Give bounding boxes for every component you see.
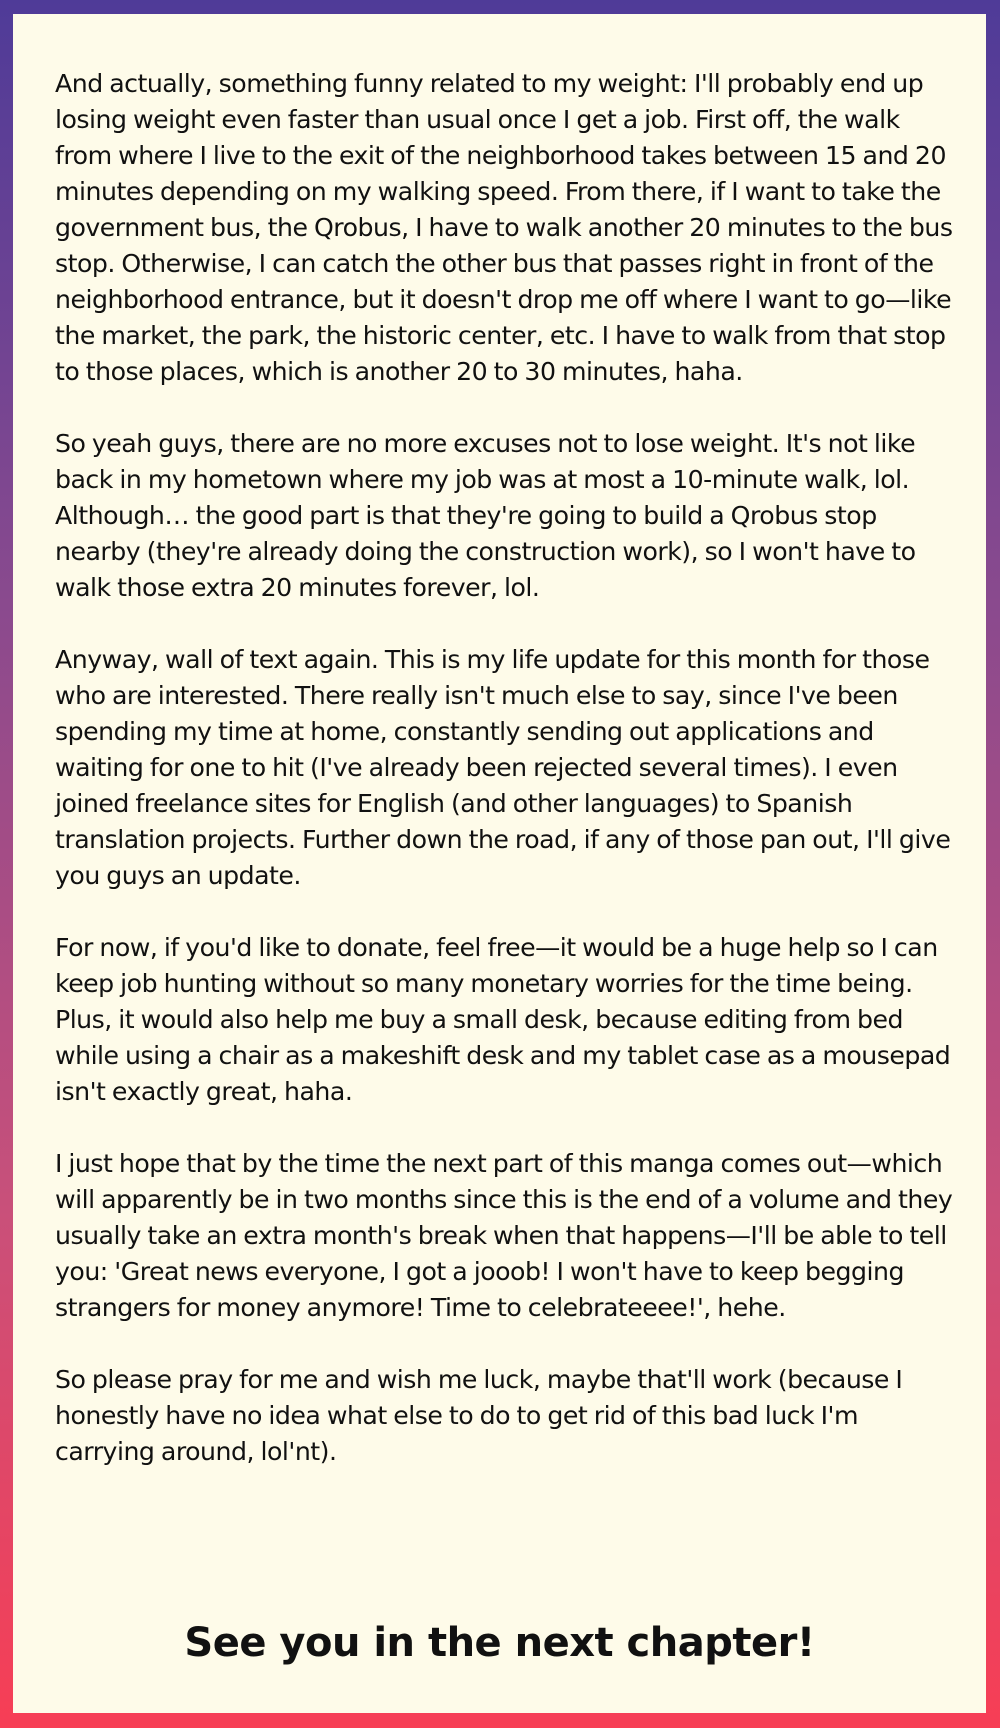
paragraph-donate: For now, if you'd like to donate, feel free—it would be a huge help so I can keep job hunting without so many monetary worries for the time being. Plus, it would also help me buy a small desk, because editing from bed while using a chair as a makeshift desk and my tablet case as a mousepad isn't exactly great, haha. — [55, 933, 951, 1106]
paragraph-life-update: Anyway, wall of text again. This is my life update for this month for those who are interested. There really isn't much else to say, since I've been spending my time at home, constantly sending out applications and waiting for one to hit (I've already been rejected several times). I even joined freelance sites for English (and other languages) to Spanish translation projects. Further down the road, if any of those pan out, I'll give you guys an update. — [55, 645, 951, 890]
paragraph-no-excuses: So yeah guys, there are no more excuses not to lose weight. It's not like back in my hometown where my job was at most a 10-minute walk, lol. Although… the good part is that they're going to build a Qrobus stop nearby (they're already doing the construction work), so I won't have to walk those extra 20 minutes forever, lol. — [55, 429, 916, 602]
signoff-heading: See you in the next chapter! — [184, 1620, 815, 1666]
paragraph-weight-walk: And actually, something funny related to my weight: I'll probably end up losing weight even faster than usual once I get a job. First off, the walk from where I live to the exit of the neighborhood takes between 15 and 20 minutes depending on my walking speed. From there, if I want to take the government bus, the Qrobus, I have to walk another 20 minutes to the bus stop. Otherwise, I can catch the other bus that passes right in front of the neighborhood entrance, but it doesn't drop me off where I want to go—like the market, the park, the historic center, etc. I have to walk from that stop to those places, which is another 20 to 30 minutes, haha. — [55, 69, 953, 386]
paragraph-next-part: I just hope that by the time the next part of this manga comes out—which will apparently be in two months since this is the end of a volume and they usually take an extra month's break when that happens—I'll be able to tell you: 'Great news everyone, I got a jooob! I won't have to keep begging strangers for money anymore! Time to celebrateeee!', hehe. — [55, 1149, 953, 1322]
paragraph-wish-luck: So please pray for me and wish me luck, maybe that'll work (because I honestly have no idea what else to do to get rid of this bad luck I'm carrying around, lol'nt). — [55, 1365, 903, 1466]
text-panel — [13, 14, 986, 1713]
